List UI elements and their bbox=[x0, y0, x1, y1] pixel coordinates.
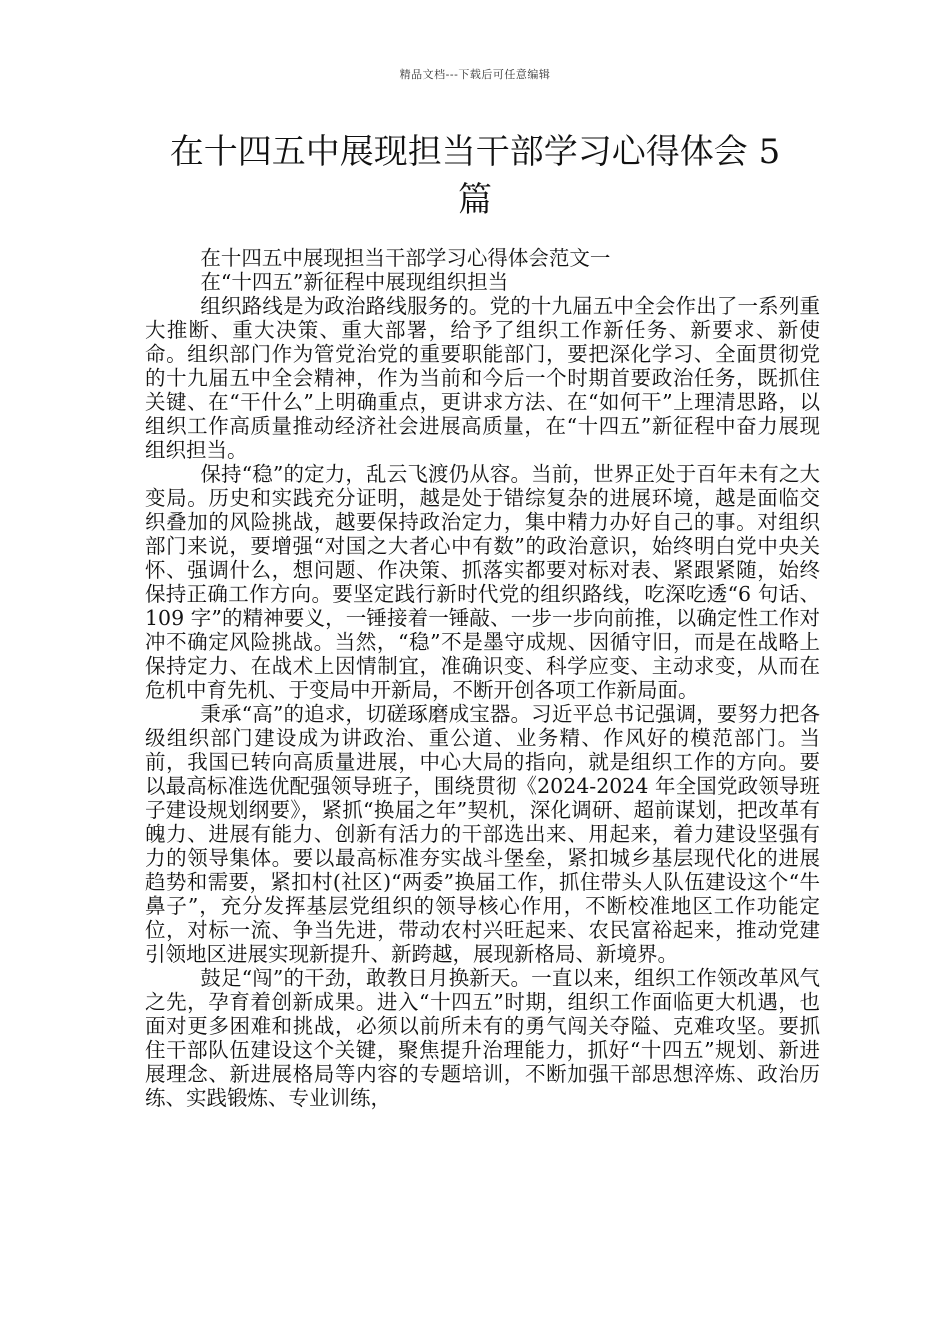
paragraph: 组织路线是为政治路线服务的。党的十九届五中全会作出了一系列重大推断、重大决策、重大部署，给予了组织工作新任务、新要求、新使命。组织部门作为管党治党的重要职能部门，要把深化学习、全面贯彻党的十九届五中全会精神，作为当前和今后一个时期首要政治任务，既抓住关键、在“干什么”上明确重点，更讲求方法、在“如何干”上理清思路，以组织工作高质量推动经济社会进展高质量，在“十四五”新征程中奋力展现组织担当。 bbox=[145, 294, 820, 462]
section-heading: 在“十四五”新征程中展现组织担当 bbox=[200, 270, 509, 294]
paragraph: 秉承“高”的追求，切磋琢磨成宝器。习近平总书记强调，要努力把各级组织部门建设成为讲政治、重公道、业务精、作风好的模范部门。当前，我国已转向高质量进展，中心大局的指向，就是组织工作的方向。要以最高标准选优配强领导班子，围绕贯彻《2024-2024 年全国党政领导班子建设规划纲要》，紧抓“换届之年”契机，深化调研、超前谋划，把改革有魄力、进展有能力、创新有活力的干部选出来、用起来，着力建设坚强有力的领导集体。要以最高标准夯实战斗堡垒，紧扣城乡基层现代化的进展趋势和需要，紧扣村(社区)“两委”换届工作，抓住带头人队伍建设这个“牛鼻子”，充分发挥基层党组织的领导核心作用，不断校准地区工作功能定位，对标一流、争当先进，带动农村兴旺起来、农民富裕起来，推动党建引领地区进展实现新提升、新跨越，展现新格局、新境界。 bbox=[145, 702, 820, 966]
document-title: 在十四五中展现担当干部学习心得体会 5 篇 bbox=[169, 132, 781, 220]
header-note: 精品文档---下载后可任意编辑 bbox=[399, 68, 551, 81]
subtitle: 在十四五中展现担当干部学习心得体会范文一 bbox=[200, 246, 611, 270]
document-body bbox=[145, 246, 820, 1110]
paragraph: 鼓足“闯”的干劲，敢教日月换新天。一直以来，组织工作领改革风气之先，孕育着创新成果。进入“十四五”时期，组织工作面临更大机遇，也面对更多困难和挑战，必须以前所未有的勇气闯关夺隘、克难攻坚。要抓住干部队伍建设这个关键，聚焦提升治理能力，抓好“十四五”规划、新进展理念、新进展格局等内容的专题培训，不断加强干部思想淬炼、政治历练、实践锻炼、专业训练， bbox=[145, 966, 820, 1110]
paragraph: 保持“稳”的定力，乱云飞渡仍从容。当前，世界正处于百年未有之大变局。历史和实践充分证明，越是处于错综复杂的进展环境，越是面临交织叠加的风险挑战，越要保持政治定力，集中精力办好自己的事。对组织部门来说，要增强“对国之大者心中有数”的政治意识，始终明白党中央关怀、强调什么，想问题、作决策、抓落实都要对标对表、紧跟紧随，始终保持正确工作方向。要坚定践行新时代党的组织路线，吃深吃透“6 句话、109 字”的精神要义，一锤接着一锤敲、一步一步向前推，以确定性工作对冲不确定风险挑战。当然，“稳”不是墨守成规、因循守旧，而是在战略上保持定力、在战术上因情制宜，准确识变、科学应变、主动求变，从而在危机中育先机、于变局中开新局，不断开创各项工作新局面。 bbox=[145, 462, 820, 702]
